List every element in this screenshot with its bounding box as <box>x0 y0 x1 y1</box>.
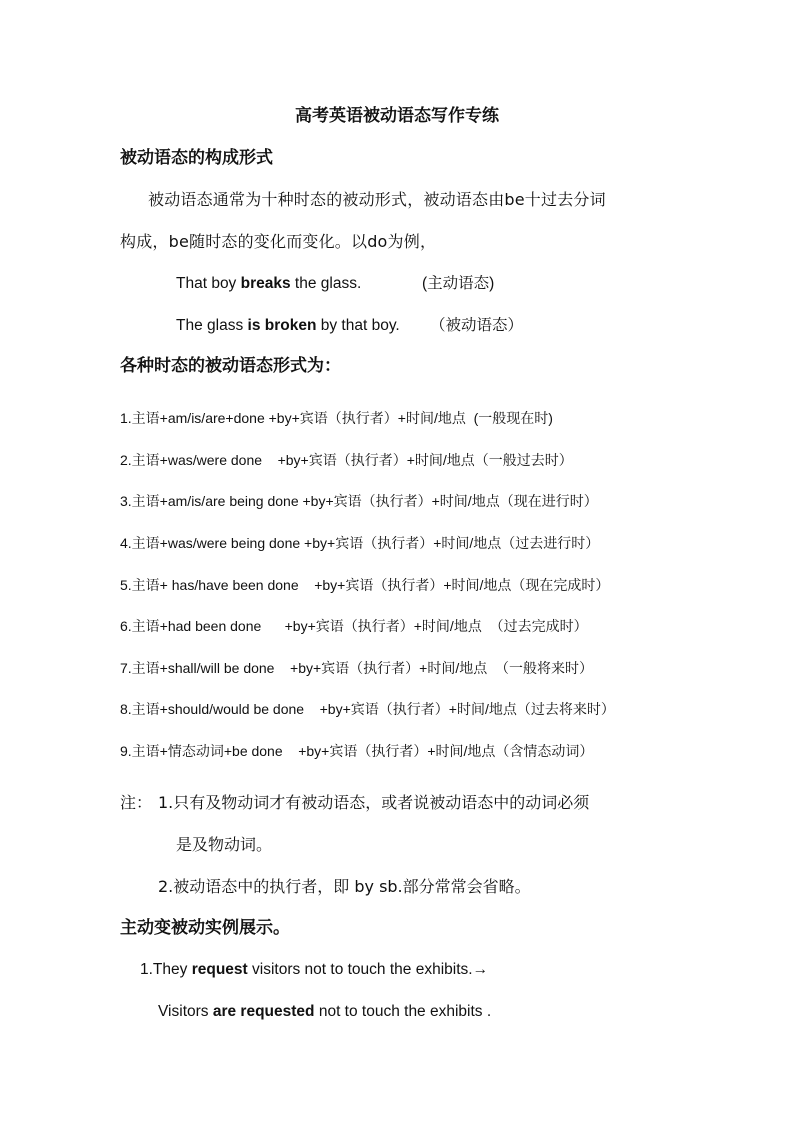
section-heading-tense-forms: 各种时态的被动语态形式为： <box>120 356 341 376</box>
note-1-line-1: 1.只有及物动词才有被动语态，或者说被动语态中的动词必须 <box>158 793 590 812</box>
formula-line: 7.主语+shall/will be done +by+宾语（执行者）+时间/地点 （一般将来时） <box>120 660 594 676</box>
intro-paragraph-line-1: 被动语态通常为十种时态的被动形式，被动语态由be十过去分词 <box>148 190 606 209</box>
example-verb: request <box>191 961 248 978</box>
example-text: by that boy. <box>316 317 400 334</box>
note-2: 2.被动语态中的执行者，即 by sb.部分常常会省略。 <box>158 877 531 896</box>
page-title: 高考英语被动语态写作专练 <box>295 106 499 126</box>
example-verb: is broken <box>247 317 317 334</box>
example-passive-tag: （被动语态） <box>430 317 524 334</box>
example-text: That boy <box>176 275 241 292</box>
example-active-sentence-2 <box>140 962 488 978</box>
example-active-sentence <box>176 276 361 292</box>
example-verb: are requested <box>212 1003 315 1020</box>
section-heading-formation: 被动语态的构成形式 <box>120 148 273 168</box>
formula-line: 5.主语+ has/have been done +by+宾语（执行者）+时间/地点（现在完成时） <box>120 577 610 593</box>
formula-line: 9.主语+情态动词+be done +by+宾语（执行者）+时间/地点（含情态动词） <box>120 743 594 759</box>
example-verb: breaks <box>240 275 291 292</box>
note-label: 注： <box>120 793 153 812</box>
formula-line: 3.主语+am/is/are being done +by+宾语（执行者）+时间/地点（现在进行时） <box>120 493 598 509</box>
example-text: Visitors <box>158 1003 213 1020</box>
example-text: visitors not to touch the exhibits.→ <box>247 961 489 978</box>
formula-line: 8.主语+should/would be done +by+宾语（执行者）+时间/地点（过去将来时） <box>120 701 615 717</box>
formula-line: 2.主语+was/were done +by+宾语（执行者）+时间/地点（一般过去时） <box>120 452 573 468</box>
note-1-line-2: 是及物动词。 <box>176 835 273 854</box>
formula-line: 6.主语+had been done +by+宾语（执行者）+时间/地点 （过去完成时） <box>120 618 588 634</box>
example-passive-sentence <box>176 318 400 334</box>
formula-line: 4.主语+was/were being done +by+宾语（执行者）+时间/地点（过去进行时） <box>120 535 600 551</box>
formula-line: 1.主语+am/is/are+done +by+宾语（执行者）+时间/地点 (一般现在时) <box>120 410 553 426</box>
example-passive-sentence-2 <box>158 1004 491 1020</box>
example-text: not to touch the exhibits . <box>314 1003 492 1020</box>
example-text: 1.They <box>140 961 192 978</box>
example-active-tag: (主动语态) <box>422 275 495 292</box>
intro-paragraph-line-2: 构成，be随时态的变化而变化。以do为例， <box>120 232 437 251</box>
section-heading-examples: 主动变被动实例展示。 <box>120 918 290 938</box>
example-text: the glass. <box>290 275 362 292</box>
example-text: The glass <box>176 317 248 334</box>
